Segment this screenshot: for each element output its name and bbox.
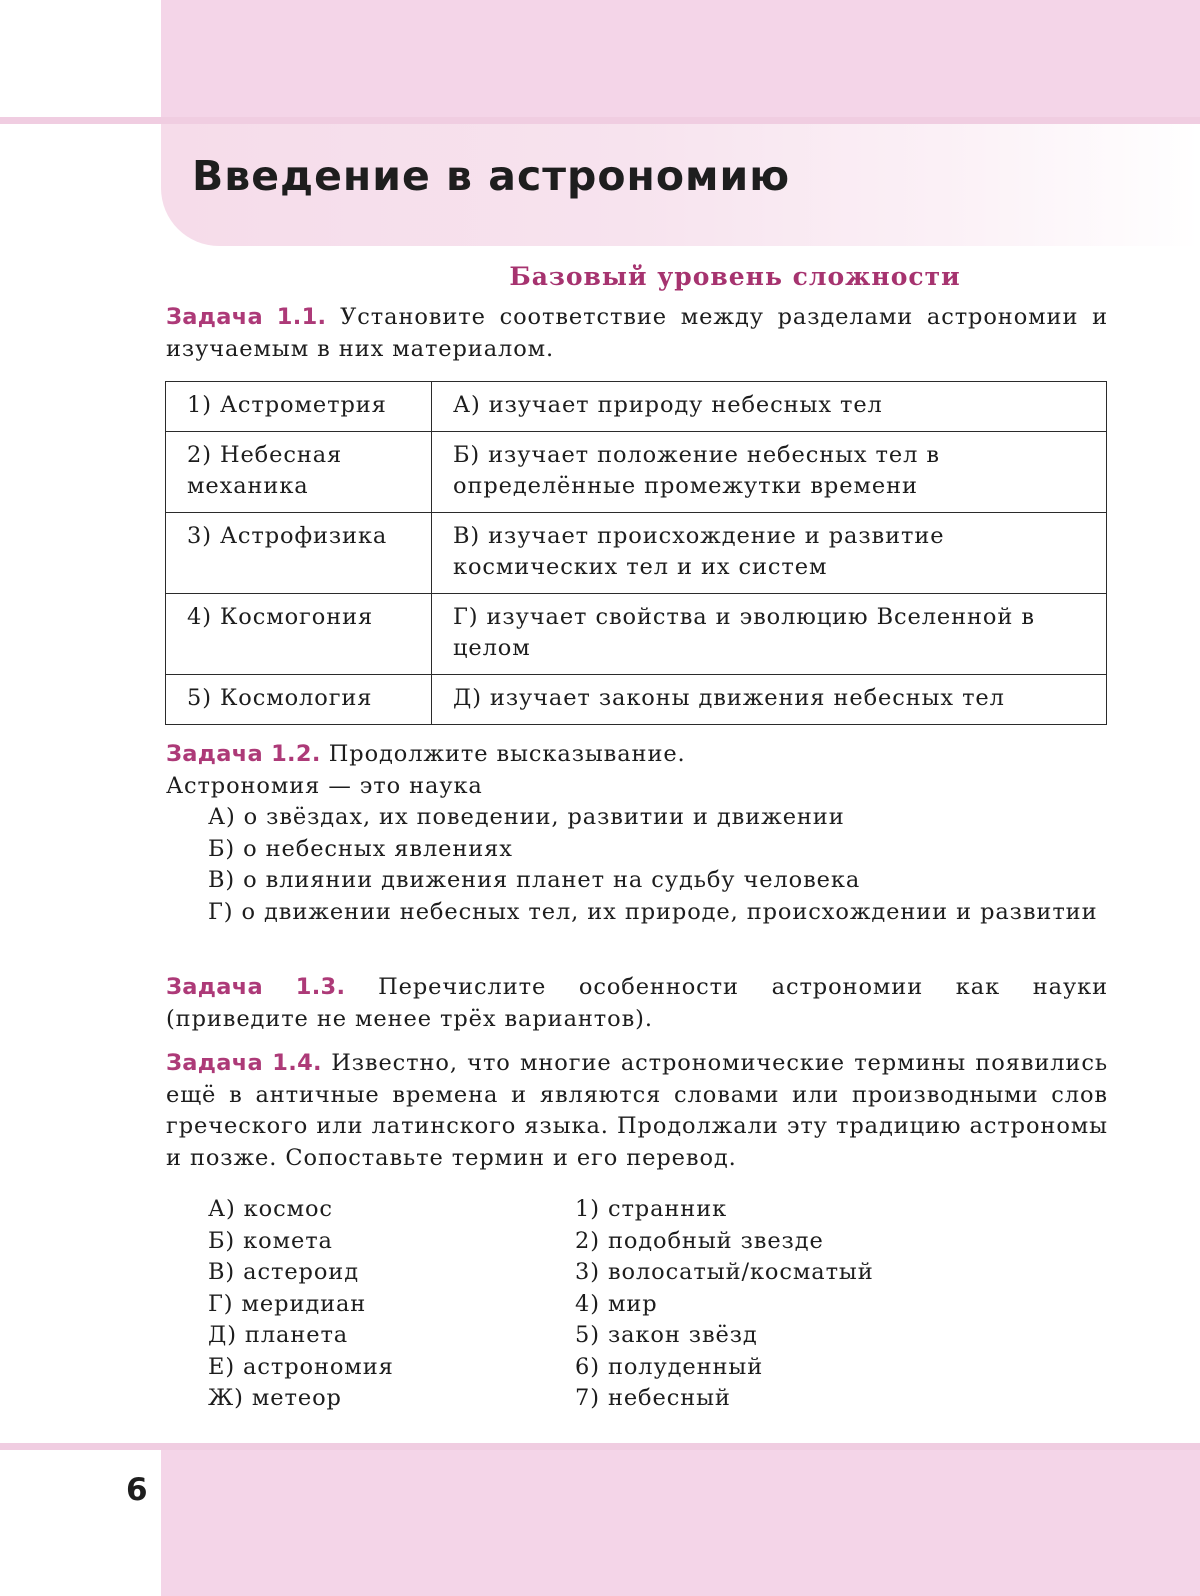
list-item [208,1383,1108,1415]
task-label: Задача 1.1. [166,304,327,330]
task-1-1 [166,302,1108,365]
list-item [208,1289,1108,1321]
table-cell: В) изучает происхождение и развитие космических тел и их систем [432,513,1107,594]
task-label: Задача 1.4. [166,1050,322,1076]
answer-option: Б) о небесных явлениях [208,835,513,862]
bottom-divider [0,1443,1200,1450]
task-text: Известно, что многие астрономические термины появились ещё в античные времена и являются словами или производными слов греческого или латинского языка. Продолжали эту традицию астрономы и позже. Сопоставьте термин и его перевод. [166,1050,1108,1171]
terms-list [208,1194,1108,1415]
translation: 4) мир [575,1290,658,1317]
list-item [208,1352,1108,1384]
term: Е) астрономия [208,1353,394,1380]
bottom-band [161,1450,1200,1596]
top-band [161,0,1200,118]
table-row [166,675,1107,725]
table-row [166,432,1107,513]
task-1-4 [166,1048,1108,1174]
term: А) космос [208,1196,333,1222]
table-cell: 3) Астрофизика [166,513,432,594]
translation: 6) полуденный [575,1353,764,1380]
translation: 2) подобный звезде [575,1227,824,1254]
task-text: Перечислите особенности астрономии как науки (приведите не менее трёх вариантов). [166,974,1108,1032]
table-row [166,594,1107,675]
term: Б) комета [208,1227,333,1254]
table-cell: А) изучает природу небесных тел [432,382,1107,432]
term: Д) планета [208,1322,349,1348]
translation: 7) небесный [575,1385,731,1411]
level-heading: Базовый уровень сложности [509,262,961,291]
task-label: Задача 1.3. [166,974,346,1000]
chapter-title: Введение в астрономию [192,152,791,200]
table-cell: 1) Астрометрия [166,382,432,432]
term: В) астероид [208,1259,359,1285]
term: Ж) метеор [208,1385,342,1411]
answer-option: Г) о движении небесных тел, их природе, происхождении и развитии [208,898,1098,925]
page-number: 6 [126,1472,148,1508]
table-cell: 5) Космология [166,675,432,725]
top-divider [0,117,1200,124]
table-cell: Б) изучает положение небесных тел в определённые промежутки времени [432,432,1107,513]
answer-options [208,802,1108,928]
table-row [166,382,1107,432]
list-item [208,1257,1108,1289]
task-1-2 [166,739,1108,771]
table-cell: 4) Космогония [166,594,432,675]
matching-table [165,381,1107,725]
list-item [208,1320,1108,1352]
table-row [166,513,1107,594]
list-item [208,1226,1108,1258]
list-item [208,1194,1108,1226]
answer-option: В) о влиянии движения планет на судьбу человека [208,867,861,893]
translation: 3) волосатый/косматый [575,1259,874,1285]
translation: 1) странник [575,1196,728,1222]
table-cell: 2) Небесная механика [166,432,432,513]
task-1-3 [166,972,1108,1035]
translation: 5) закон звёзд [575,1322,758,1348]
answer-option: А) о звёздах, их поведении, развитии и движении [208,804,845,830]
task-text: Продолжите высказывание. [328,741,686,767]
task-text: Установите соответствие между разделами астрономии и изучаемым в них материалом. [166,304,1108,362]
table-cell: Г) изучает свойства и эволюцию Вселенной в целом [432,594,1107,675]
task-stem: Астрономия — это наука [166,773,483,799]
table-cell: Д) изучает законы движения небесных тел [432,675,1107,725]
task-label: Задача 1.2. [166,741,321,767]
term: Г) меридиан [208,1290,367,1317]
